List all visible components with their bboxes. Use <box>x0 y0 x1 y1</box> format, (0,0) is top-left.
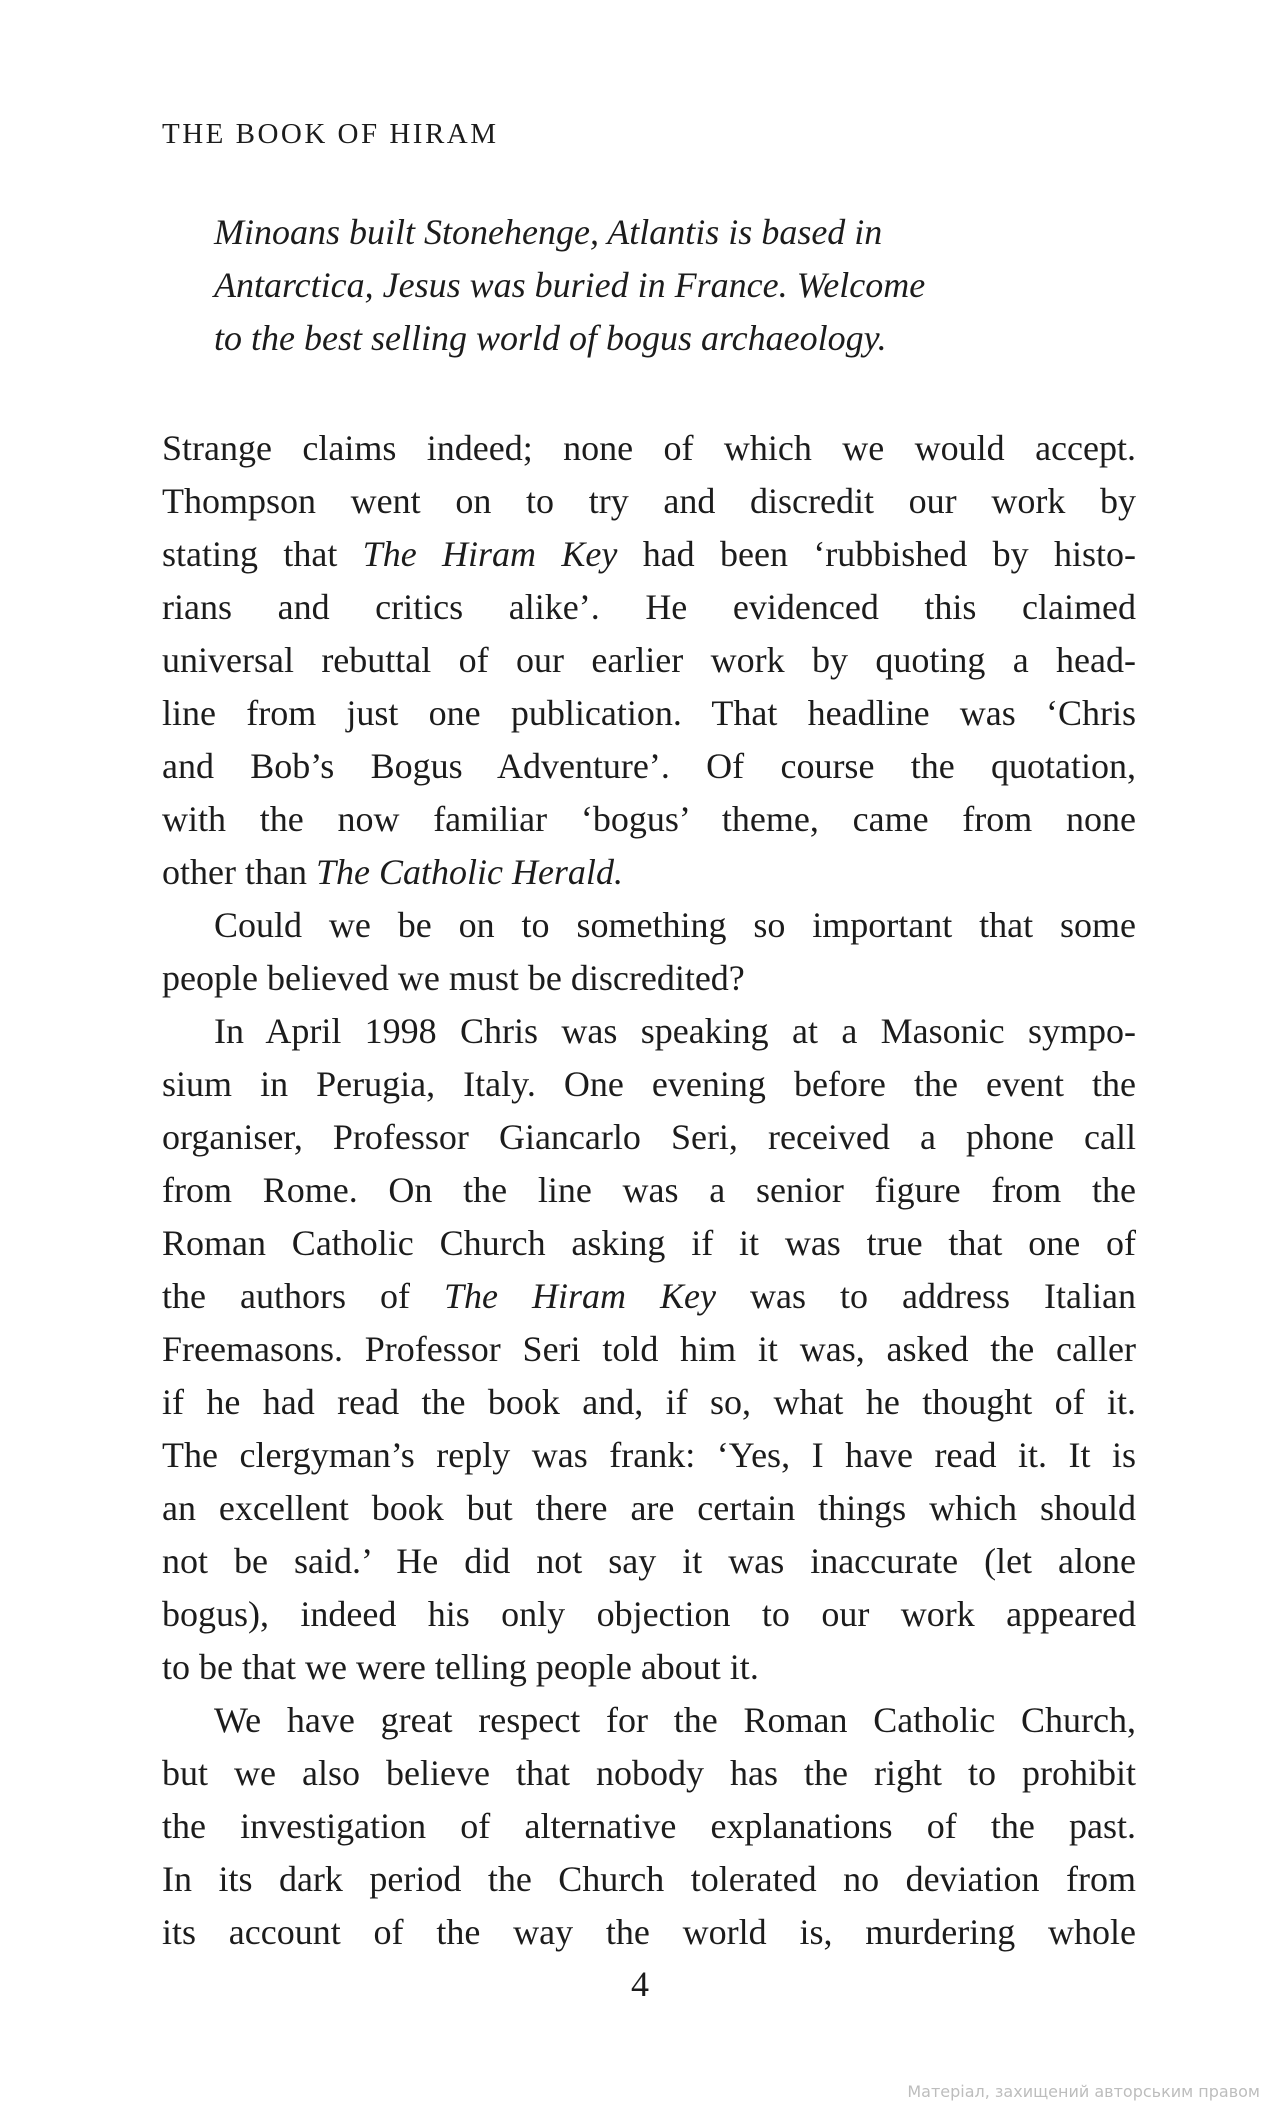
text-line: if he had read the book and, if so, what he thought of it. <box>162 1382 1136 1422</box>
text-line: We have great respect for the Roman Catholic Church, <box>214 1700 1136 1740</box>
paragraph <box>162 422 1136 899</box>
epigraph-line: Minoans built Stonehenge, Atlantis is based in <box>214 212 883 252</box>
epigraph-line: Antarctica, Jesus was buried in France. Welcome <box>214 265 926 305</box>
text-line: stating that The Hiram Key had been ‘rubbished by histo- <box>162 534 1136 574</box>
text-line: universal rebuttal of our earlier work by quoting a head- <box>162 640 1136 680</box>
paragraph <box>162 1694 1136 1959</box>
book-title: The Hiram Key <box>362 534 618 574</box>
book-title: The Hiram Key <box>444 1276 717 1316</box>
text-line: and Bob’s Bogus Adventure’. Of course the quotation, <box>162 746 1136 786</box>
text-line: an excellent book but there are certain things which should <box>162 1488 1136 1528</box>
text-line: from Rome. On the line was a senior figure from the <box>162 1170 1136 1210</box>
text-line: Strange claims indeed; none of which we would accept. <box>162 428 1136 468</box>
running-head: THE BOOK OF HIRAM <box>162 118 499 150</box>
text-line: Could we be on to something so important that some <box>214 905 1136 945</box>
book-title: The Catholic Herald. <box>315 852 623 892</box>
text-line: to be that we were telling people about it. <box>162 1647 759 1687</box>
paragraph <box>162 1005 1136 1694</box>
text-line: people believed we must be discredited? <box>162 958 745 998</box>
epigraph-line: to the best selling world of bogus archaeology. <box>214 318 887 358</box>
epigraph-quote <box>214 206 1144 365</box>
copyright-watermark: Матеріал, захищений авторським правом <box>907 2082 1260 2101</box>
body-text <box>162 422 1136 1959</box>
text-line: In April 1998 Chris was speaking at a Masonic sympo- <box>214 1011 1136 1051</box>
paragraph <box>162 899 1136 1005</box>
text-line: Thompson went on to try and discredit our work by <box>162 481 1136 521</box>
text-line: but we also believe that nobody has the right to prohibit <box>162 1753 1136 1793</box>
text-line: In its dark period the Church tolerated no deviation from <box>162 1859 1136 1899</box>
page-number: 4 <box>631 1964 649 2004</box>
text-line: the investigation of alternative explanations of the past. <box>162 1806 1136 1846</box>
text-line: its account of the way the world is, murdering whole <box>162 1912 1136 1952</box>
text-line: bogus), indeed his only objection to our work appeared <box>162 1594 1136 1634</box>
text-line: sium in Perugia, Italy. One evening before the event the <box>162 1064 1136 1104</box>
text-line: with the now familiar ‘bogus’ theme, came from none <box>162 799 1136 839</box>
text-line: organiser, Professor Giancarlo Seri, received a phone call <box>162 1117 1136 1157</box>
text-line: not be said.’ He did not say it was inaccurate (let alone <box>162 1541 1136 1581</box>
text-line: The clergyman’s reply was frank: ‘Yes, I have read it. It is <box>162 1435 1136 1475</box>
text-line: line from just one publication. That headline was ‘Chris <box>162 693 1136 733</box>
text-line: rians and critics alike’. He evidenced this claimed <box>162 587 1136 627</box>
text-line: Roman Catholic Church asking if it was true that one of <box>162 1223 1136 1263</box>
text-line: Freemasons. Professor Seri told him it was, asked the caller <box>162 1329 1136 1369</box>
text-line: the authors of The Hiram Key was to address Italian <box>162 1276 1136 1316</box>
text-line: other than The Catholic Herald. <box>162 852 623 892</box>
